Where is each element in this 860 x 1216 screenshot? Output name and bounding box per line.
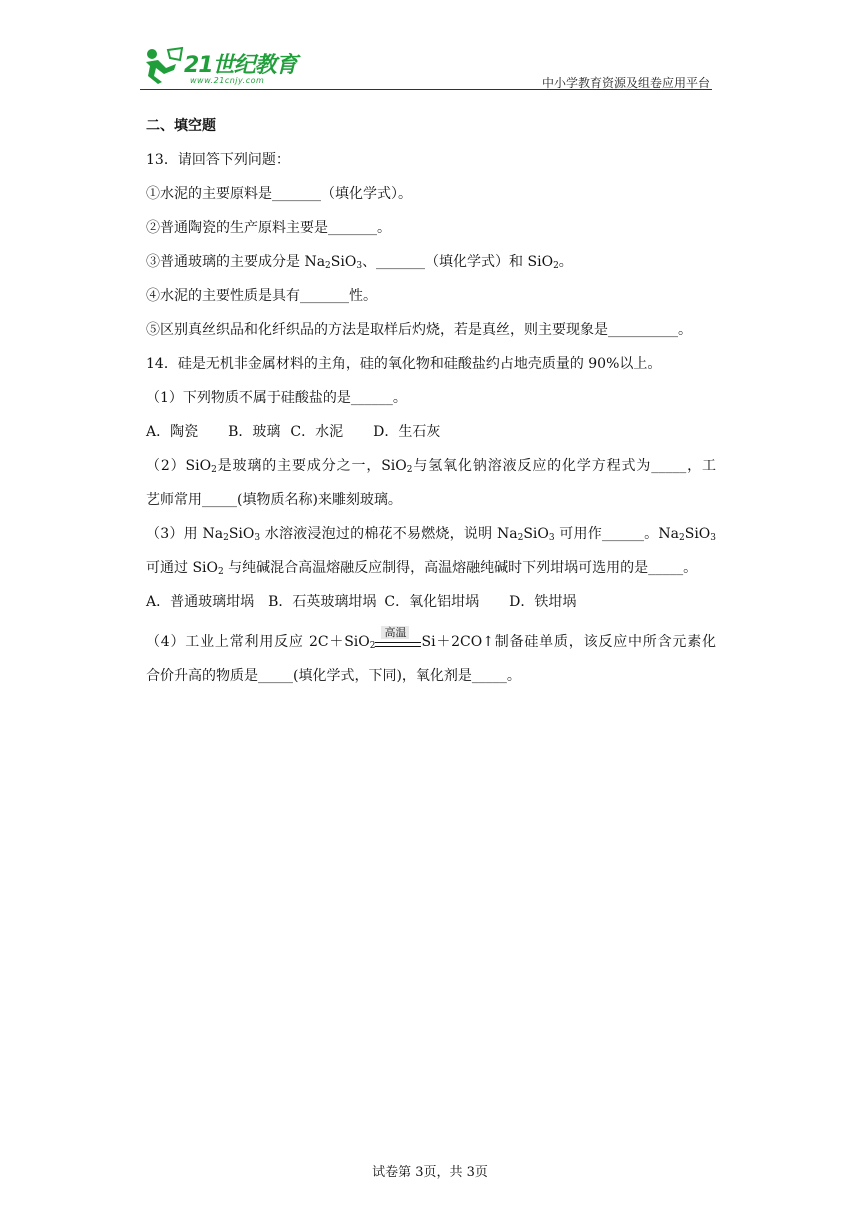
option-b: B．玻璃	[228, 424, 281, 440]
option-c: C．氧化铝坩埚	[384, 594, 480, 610]
q13-line-2: ②普通陶瓷的生产原料主要是_______。	[146, 220, 391, 236]
option-d: D．铁坩埚	[509, 594, 577, 610]
q14-part-1: （1）下列物质不属于硅酸盐的是______。	[146, 390, 407, 406]
platform-name: 中小学教育资源及组卷应用平台	[541, 76, 710, 90]
q14-stem: 14．硅是无机非金属材料的主角，硅的氧化物和硅酸盐约占地壳质量的 90%以上。	[146, 356, 662, 372]
q13-stem: 13．请回答下列问题：	[146, 152, 290, 168]
q14-part-3-options	[146, 592, 716, 612]
q14-part-2-line-2: 艺师常用_____(填物质名称)来雕刻玻璃。	[146, 492, 402, 508]
option-b: B．石英玻璃坩埚	[268, 594, 377, 610]
runner-logo-icon	[140, 46, 186, 86]
page-footer: 试卷第 3页，共 3页	[372, 1165, 488, 1180]
logo-text: 21世纪教育	[184, 53, 297, 78]
q14-part-4-line-2: 合价升高的物质是_____(填化学式，下同)，氧化剂是_____。	[146, 668, 521, 684]
q13-line-5: ⑤区别真丝织品和化纤织品的方法是取样后灼烧，若是真丝，则主要现象是__________。	[146, 322, 692, 338]
q14-part-1-options	[146, 422, 716, 442]
page-header	[140, 40, 712, 90]
logo	[140, 46, 340, 90]
q13-line-4: ④水泥的主要性质是具有_______性。	[146, 288, 377, 304]
q14-part-4-line-1: （4）工业上常利用反应 2C＋SiO$_2$ 高温 Si＋2CO↑制备硅单质，该反应中所含元素化	[146, 626, 716, 651]
option-a: A．陶瓷	[146, 424, 199, 440]
section-title: 二、填空题	[146, 118, 216, 134]
q13-line-3: ③普通玻璃的主要成分是 $Na_2SiO_3$、_______（填化学式）和 SiO$_2$。	[146, 254, 573, 271]
exam-content	[146, 114, 716, 686]
q14-part-3-line-2: 可通过 SiO$_2$ 与纯碱混合高温熔融反应制得，高温熔融纯碱时下列坩埚可选用的是_____。	[146, 560, 698, 577]
q14-part-2-line-1: （2）SiO$_2$是玻璃的主要成分之一，SiO$_2$与氢氧化钠溶液反应的化学方程式为_____，工	[146, 458, 717, 475]
header-divider	[140, 89, 712, 90]
q13-line-1: ①水泥的主要原料是_______（填化学式）。	[146, 186, 412, 202]
option-d: D．生石灰	[373, 424, 441, 440]
option-c: C．水泥	[290, 424, 344, 440]
q14-part-3-line-1: （3）用 $Na_2SiO_3$ 水溶液浸泡过的棉花不易燃烧，说明 $Na_2SiO_3$ 可用作______。$Na_2SiO_3$	[146, 526, 717, 543]
logo-url: www.21cnjy.com	[190, 76, 265, 85]
reaction-condition: 高温	[375, 630, 421, 650]
option-a: A．普通玻璃坩埚	[146, 594, 255, 610]
